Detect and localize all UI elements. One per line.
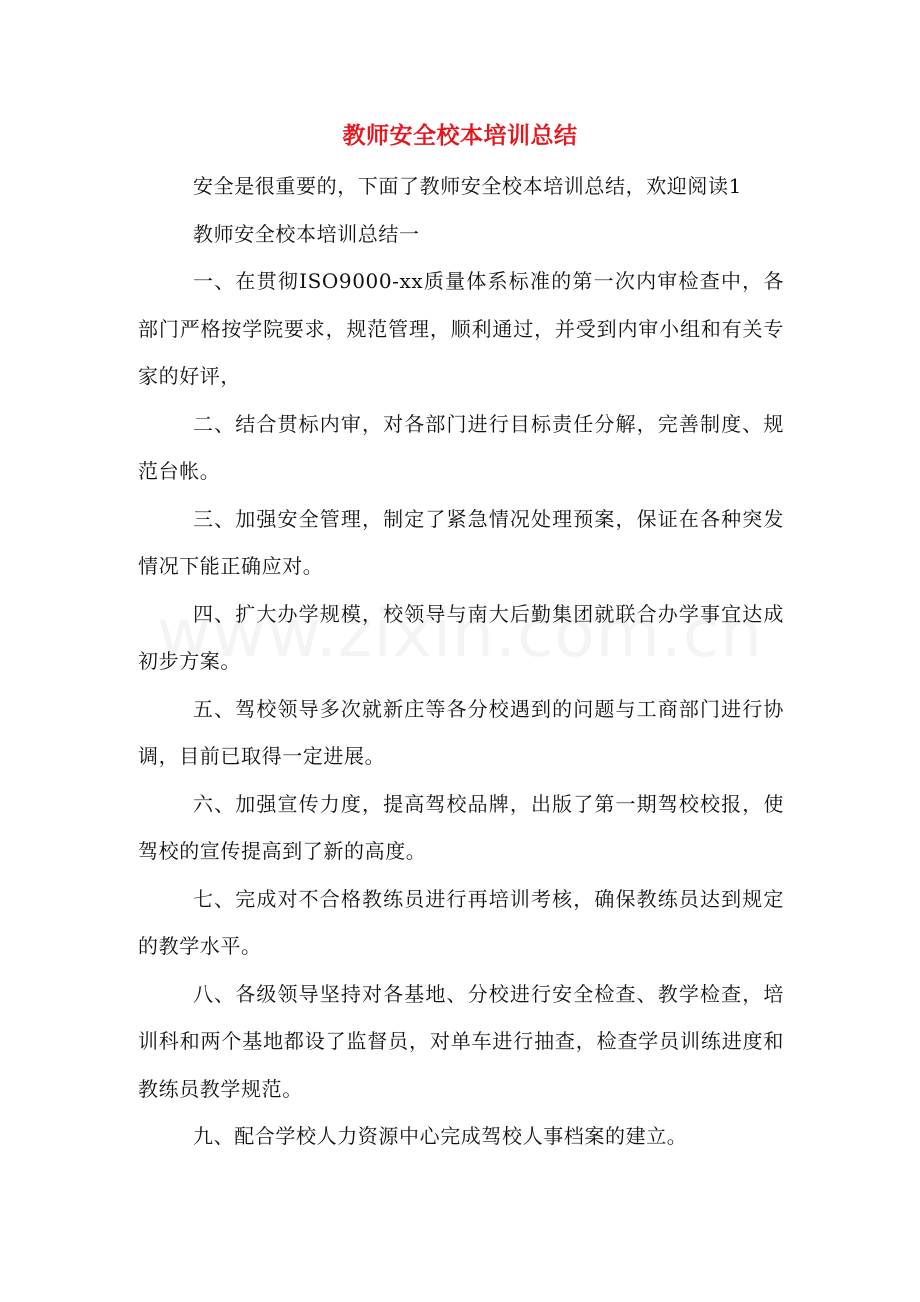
paragraph-1: 一、在贯彻ISO9000-xx质量体系标准的第一次内审检查中，各部门严格按学院要求，规范管理，顺利通过，并受到内审小组和有关专家的好评，	[138, 269, 784, 388]
intro-paragraph: 安全是很重要的，下面了教师安全校本培训总结，欢迎阅读1	[193, 174, 742, 198]
document-title: 教师安全校本培训总结	[342, 122, 578, 149]
paragraph-8: 八、各级领导坚持对各基地、分校进行安全检查、教学检查，培训科和两个基地都设了监督员，对单车进行抽查，检查学员训练进度和教练员教学规范。	[138, 981, 784, 1101]
paragraph-5: 五、驾校领导多次就新庄等各分校遇到的问题与工商部门进行协调，目前已取得一定进展。	[138, 696, 784, 768]
paragraph-3: 三、加强安全管理，制定了紧急情况处理预案，保证在各种突发情况下能正确应对。	[138, 506, 784, 578]
paragraph-4: 四、扩大办学规模，校领导与南大后勤集团就联合办学事宜达成初步方案。	[138, 601, 784, 673]
paragraph-6: 六、加强宣传力度，提高驾校品牌，出版了第一期驾校校报，使驾校的宣传提高到了新的高度。	[138, 791, 784, 863]
paragraph-7: 七、完成对不合格教练员进行再培训考核，确保教练员达到规定的教学水平。	[138, 886, 784, 958]
paragraph-2: 二、结合贯标内审，对各部门进行目标责任分解，完善制度、规范台帐。	[138, 411, 784, 483]
document-body	[138, 163, 784, 1161]
section-heading: 教师安全校本培训总结一	[193, 221, 420, 246]
paragraph-9: 九、配合学校人力资源中心完成驾校人事档案的建立。	[193, 1124, 688, 1148]
